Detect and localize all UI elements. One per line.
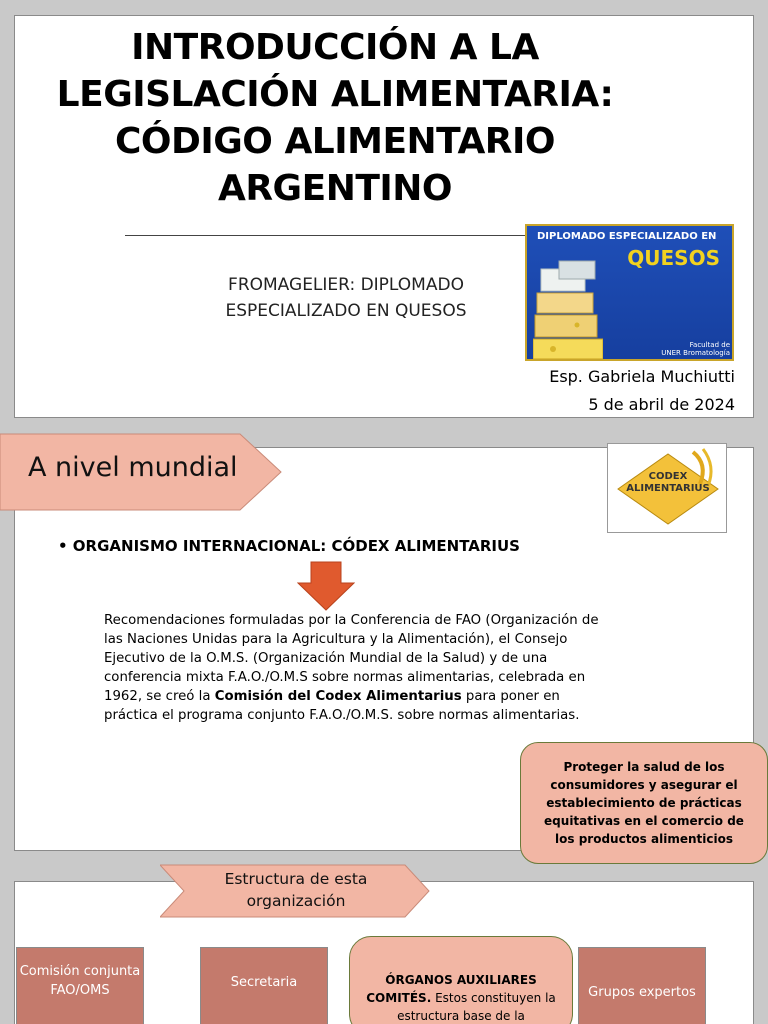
section-title: A nivel mundial [28,452,238,483]
structure-title: Estructura de esta organización [224,870,368,910]
presentation-title: INTRODUCCIÓN A LA LEGISLACIÓN ALIMENTARIA: CÓDIGO ALIMENTARIO ARGENTINO [56,27,614,209]
codex-logo-text: CODEX ALIMENTARIUS [626,471,710,494]
promo-title: QUESOS [627,246,720,270]
title-divider [125,235,530,236]
presentation-date: 5 de abril de 2024 [588,395,735,414]
codex-description: Recomendaciones formuladas por la Conferencia de FAO (Organización de las Naciones Unidas para la Agricultura y la Alimentación), el Consejo Ejecutivo de la O.M.S. (Organización Mundial de la Salud) y de una conferencia mixta F.A.O./O.M.S sobre normas alimentarias, celebrada en 1962, se creó la Comisión del Codex Alimentarius para poner en práctica el programa conjunto F.A.O./O.M.S. sobre normas alimentarias. [104,613,599,723]
course-promo-image [525,224,734,361]
secretariat-box: Secretaria [200,947,328,1024]
presentation-subtitle: FROMAGELIER: DIPLOMADO ESPECIALIZADO EN QUESOS [225,275,467,321]
promo-heading: DIPLOMADO ESPECIALIZADO EN [537,231,717,242]
codex-logo [607,443,727,533]
arrow-down-icon [297,561,355,611]
author-name: Esp. Gabriela Muchiutti [549,367,735,386]
slide-title [14,15,754,418]
organism-bullet: • ORGANISMO INTERNACIONAL: CÓDEX ALIMENTARIUS [58,537,520,555]
codex-goal-box: Proteger la salud de los consumidores y asegurar el establecimiento de prácticas equitativas en el comercio de los productos alimenticios [520,742,768,864]
uner-logo: Facultad de UNER Bromatología [661,341,730,357]
expert-groups-box: Grupos expertos [578,947,706,1024]
joint-commission-box: Comisión conjunta FAO/OMS [16,947,144,1024]
auxiliary-bodies-box: ÓRGANOS AUXILIARES COMITÉS. Estos constituyen la estructura base de la [349,936,573,1024]
cheese-stack-icon [533,249,603,359]
author-block [549,363,735,419]
